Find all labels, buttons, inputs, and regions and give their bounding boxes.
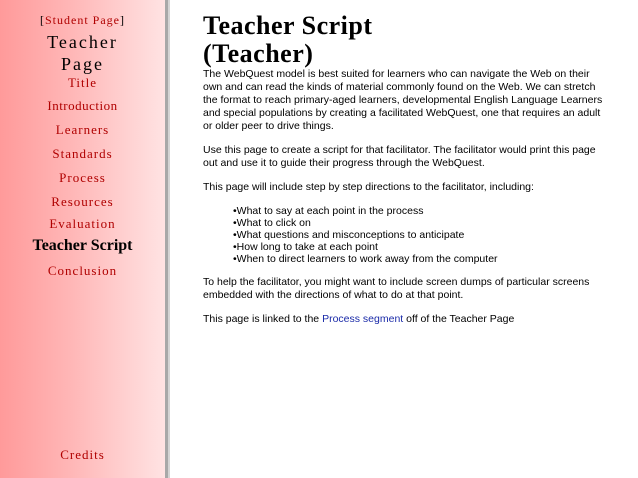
directions-list (203, 205, 603, 265)
nav-item-process[interactable]: Process (59, 170, 106, 185)
list-item: •When to direct learners to work away from the computer (233, 253, 498, 265)
sidebar-divider-highlight (168, 0, 170, 478)
page-title-line2: (Teacher) (203, 39, 314, 68)
list-item: •How long to take at each point (233, 241, 378, 253)
list-item: •What to click on (233, 217, 311, 229)
page-title (203, 12, 603, 68)
list-item: •What questions and misconceptions to anticipate (233, 229, 465, 241)
process-segment-link[interactable]: Process segment (322, 313, 404, 325)
paragraph-directions: This page will include step by step directions to the facilitator, including: (203, 181, 534, 193)
student-page-bracket-open: [ (40, 13, 45, 27)
nav-item-introduction[interactable]: Introduction (47, 98, 118, 113)
student-page-label[interactable]: Student Page (45, 13, 120, 27)
sidebar-heading-line1: Teacher (47, 32, 118, 52)
main-content (203, 12, 603, 337)
student-page-link[interactable] (0, 13, 165, 28)
paragraph-intro: The WebQuest model is best suited for learners who can navigate the Web on their own and can read the kinds of material commonly found on the Web. We can stretch the format to reach primary-aged learners, developmental English Language Learners and special populations by creating a facilitated WebQuest, one that requires an adult or older peer to drive things. (203, 68, 603, 132)
nav-item-evaluation[interactable]: Evaluation (49, 216, 116, 231)
paragraph-link-note (203, 313, 603, 326)
nav-item-conclusion[interactable]: Conclusion (47, 263, 118, 278)
paragraph-purpose: Use this page to create a script for that facilitator. The facilitator would print this page out and use it to guide their progress through the WebQuest. (203, 144, 596, 169)
nav-item-resources[interactable]: Resources (51, 194, 114, 209)
nav-item-teacher-script-current: Teacher Script (32, 237, 133, 254)
nav-item-learners[interactable]: Learners (55, 122, 110, 137)
paragraph-screen-dumps: To help the facilitator, you might want to include screen dumps of particular screens embedded with the directions of what to do at that point. (203, 276, 590, 301)
nav-item-credits[interactable]: Credits (60, 447, 105, 462)
sidebar (0, 0, 165, 478)
sidebar-heading (0, 31, 165, 75)
sidebar-heading-line2: Page (61, 54, 104, 74)
link-note-before: This page is linked to the (203, 313, 323, 325)
page-title-line1: Teacher Script (203, 11, 373, 40)
list-item: •What to say at each point in the process (233, 205, 424, 217)
nav-item-standards[interactable]: Standards (52, 146, 113, 161)
student-page-bracket-close: ] (120, 13, 125, 27)
nav-item-title[interactable]: Title (67, 75, 98, 90)
link-note-after: off of the Teacher Page (403, 313, 515, 325)
